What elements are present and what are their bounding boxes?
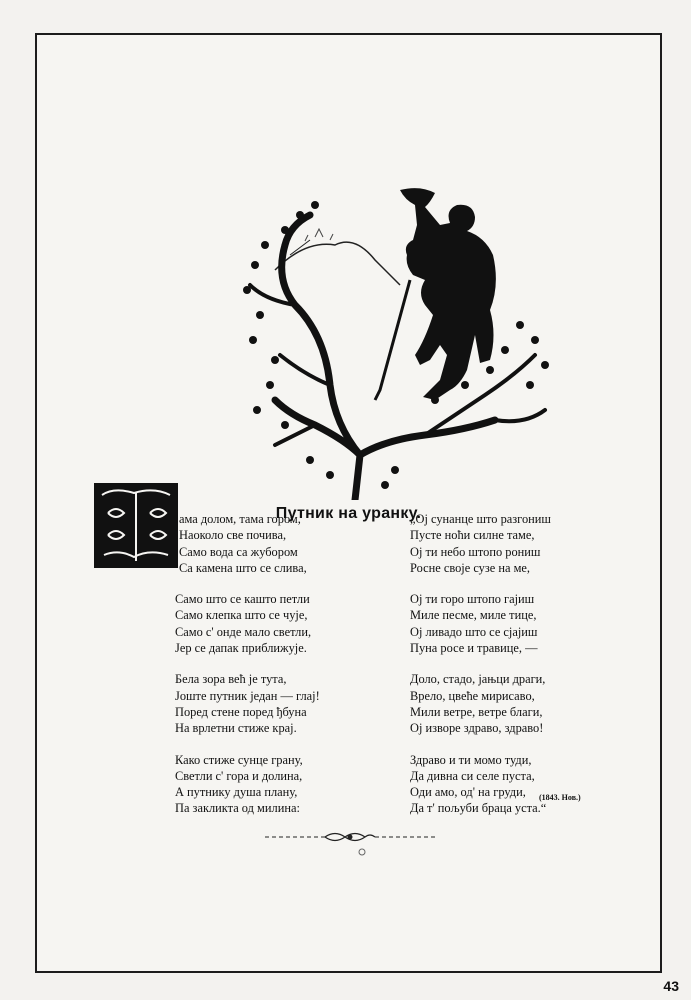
poem-line: Јер се дапак приближује. (175, 641, 307, 656)
stanza (410, 671, 551, 736)
source-note: (1843. Нов.) (539, 793, 581, 802)
decorated-initial-letter (94, 483, 178, 568)
poem-line: Пусте ноћи силне таме, (410, 528, 535, 543)
poem-line: Пуна росе и травице, — (410, 641, 538, 656)
poem-right-column (410, 511, 551, 832)
poem-line: Светли с' гора и долина, (175, 768, 303, 783)
poem-line: ама долом, тама гором, (179, 512, 301, 526)
poem-line: „Ој сунанце што разгониш (410, 512, 551, 526)
stanza (175, 752, 320, 817)
poem-line: Само с' онде мало светли, (175, 624, 312, 639)
poem-line: Здраво и ти момо туди, (410, 752, 532, 767)
poem-line: Врело, цвеће мирисаво, (410, 688, 535, 703)
poem-line: Наоколо све почива, (179, 528, 287, 543)
poem-left-column (175, 511, 320, 832)
poem-line: Мили ветре, ветре благи, (410, 704, 543, 719)
poem-line: Оди амо, од' на груди, (410, 785, 526, 800)
poem-line: Ој изворе здраво, здраво! (410, 721, 544, 736)
poem-line: Како стиже сунце грану, (175, 752, 303, 767)
poem-line: Да дивна си селе пуста, (410, 768, 535, 783)
stanza (175, 671, 320, 736)
poem-line: Па закликта од милина: (175, 801, 300, 816)
poem-line: Ој ливадо што се сјајиш (410, 624, 538, 639)
poem-line: На врлетни стиже крај. (175, 721, 297, 736)
poem-line: Ој ти небо штопо рониш (410, 544, 541, 559)
poem-line: Да т' пољуби браца уста.“ (410, 801, 547, 816)
poem-line: Само вода са жубором (179, 544, 298, 559)
stanza (410, 511, 551, 576)
poem-line: Бела зора већ је тута, (175, 672, 287, 687)
stanza (175, 511, 320, 576)
poem-line: Само клепка што се чује, (175, 608, 308, 623)
decorative-divider-ornament (265, 827, 435, 857)
poem-title: Путник на уранку. (275, 505, 422, 522)
poem-line: Поред стене поред ђбуна (175, 704, 307, 719)
poem-line: Ој ти горо штопо гајиш (410, 592, 535, 607)
stanza (410, 752, 551, 817)
stanza (410, 591, 551, 656)
poem-line: Росне своје сузе на ме, (410, 560, 531, 575)
poem-line: Миле песме, миле тице, (410, 608, 537, 623)
poem-line: Само што се кашто петли (175, 592, 310, 607)
poem-line: Са камена што се слива, (179, 560, 307, 575)
poem-line: Јоште путник један — глај! (175, 688, 320, 703)
page-frame (35, 33, 662, 973)
poem-line: А путнику душа плану, (175, 785, 298, 800)
poem-line: Доло, стадо, јањци драги, (410, 672, 546, 687)
stanza (175, 591, 320, 656)
traveler-silhouette-illustration (235, 185, 557, 500)
page-number: 43 (663, 978, 679, 994)
